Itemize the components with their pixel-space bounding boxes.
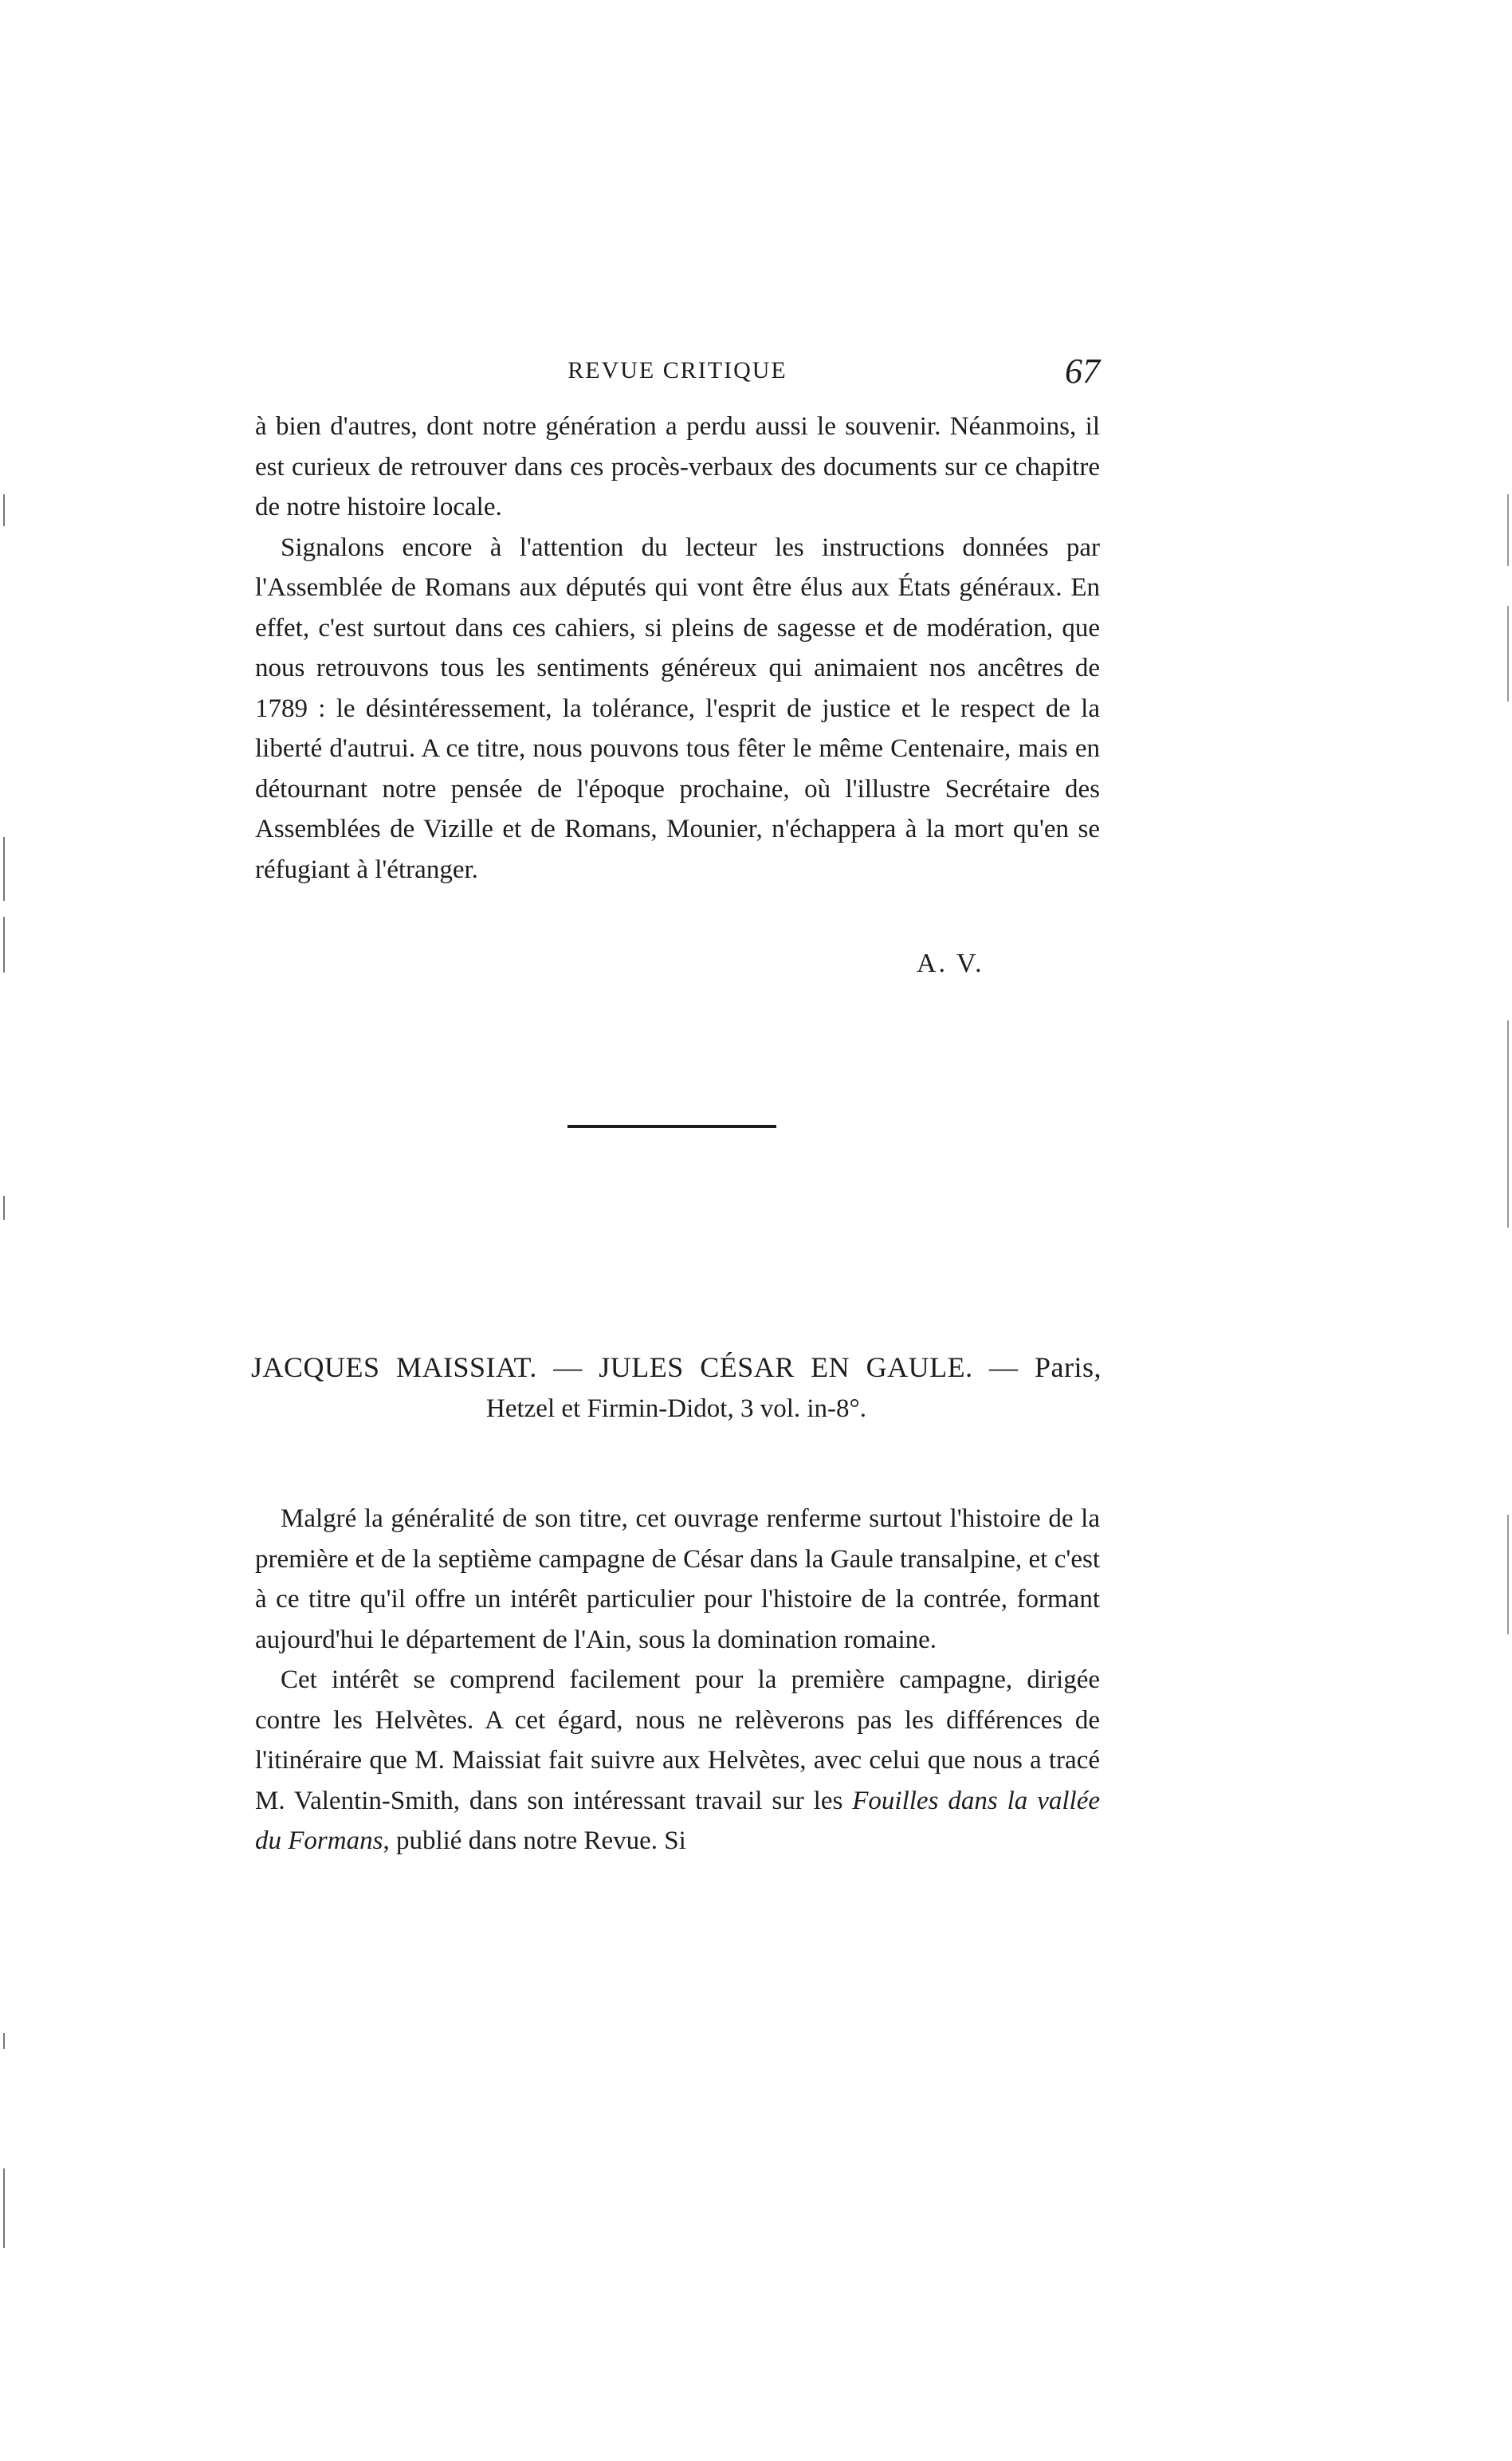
review-title: JACQUES MAISSIAT. — JULES CÉSAR EN GAULE. — Paris, [251, 1351, 1102, 1383]
review-body [255, 1499, 1100, 1861]
cited-work-title: Fouilles dans la vallée du Formans [255, 1786, 1101, 1855]
page-number: 67 [1065, 352, 1100, 391]
review-publisher: Hetzel et Firmin-Didot, 3 vol. in-8°. [486, 1394, 866, 1423]
paragraph-text: , publié dans notre Revue. Si [383, 1826, 686, 1855]
review-heading [251, 1347, 1102, 1429]
section-divider [567, 1125, 776, 1128]
page-header [255, 351, 1100, 391]
running-title: REVUE CRITIQUE [567, 357, 787, 383]
paragraph: Malgré la généralité de son titre, cet ouvrage renferme surtout l'histoire de la première et de la septième campagne de César dans la Gaule transalpine, et c'est à ce titre qu'il offre un intérêt particulier pour l'histoire de la contrée, formant aujourd'hui le département de l'Ain, sous la domination romaine. [255, 1504, 1100, 1654]
paragraph-text: Cet intérêt se comprend facilement pour la première campagne, dirigée contre les Helvètes. A cet égard, nous ne relèverons pas les différences de l'itinéraire que M. Maissiat fait suivre aux Helvètes, avec celui que nous a tracé M. Valentin-Smith, dans son intéressant travail sur les [255, 1665, 1100, 1815]
scan-edge-marks-left [0, 0, 8, 2461]
paragraph: Signalons encore à l'attention du lecteur les instructions données par l'Assemblée de Romans aux députés qui vont être élus aux États généraux. En effet, c'est surtout dans ces cahiers, si pleins de sagesse et de modération, que nous retrouvons tous les sentiments généreux qui animaient nos ancêtres de 1789 : le désintéressement, la tolérance, l'esprit de justice et le respect de la liberté d'autrui. A ce titre, nous pouvons tous fêter le même Centenaire, mais en détournant notre pensée de l'époque prochaine, où l'illustre Secrétaire des Assemblées de Vizille et de Romans, Mounier, n'échappera à la mort qu'en se réfugiant à l'étranger. [255, 533, 1100, 884]
paragraph [255, 1660, 1100, 1861]
continued-review-text [255, 407, 1100, 890]
author-initials: A. V. [917, 949, 984, 978]
paragraph: à bien d'autres, dont notre génération a perdu aussi le souvenir. Néanmoins, il est curieux de retrouver dans ces procès-verbaux des documents sur ce chapitre de notre histoire locale. [255, 412, 1100, 521]
